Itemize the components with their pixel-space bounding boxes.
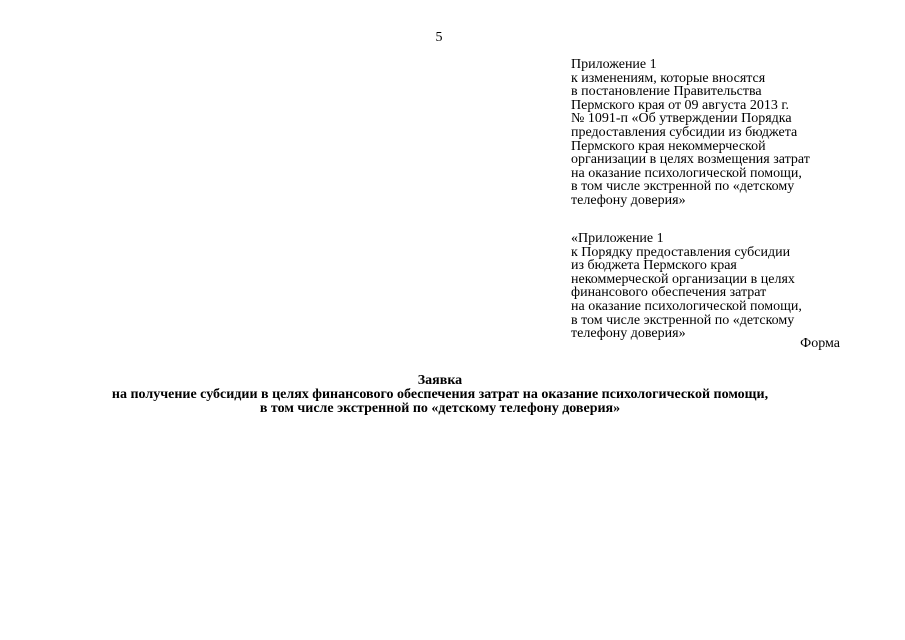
- appendix-2-line: финансового обеспечения затрат: [571, 285, 767, 301]
- appendix-1-line: в том числе экстренной по «детскому: [571, 179, 795, 195]
- form-label: Форма: [800, 336, 840, 351]
- appendix-1-line: Приложение 1: [571, 57, 657, 72]
- appendix-2-block: [571, 232, 861, 341]
- appendix-1-line: телефону доверия»: [571, 192, 686, 208]
- document-title: [0, 374, 880, 416]
- title-line-2: в том числе экстренной по «детскому телефону доверия»: [259, 401, 621, 416]
- appendix-2-line: на оказание психологической помощи,: [571, 298, 802, 314]
- page-number: 5: [435, 30, 443, 45]
- appendix-1-line: на оказание психологической помощи,: [571, 165, 802, 181]
- appendix-2-line: из бюджета Пермского края: [571, 258, 737, 274]
- appendix-1-line: организации в целях возмещения затрат: [571, 152, 810, 168]
- title-line-1: на получение субсидии в целях финансового обеспечения затрат на оказание психологической помощи,: [111, 387, 769, 402]
- appendix-1-line: Пермского края некоммерческой: [571, 138, 766, 154]
- appendix-1-block: [571, 58, 861, 208]
- appendix-2-line: телефону доверия»: [571, 326, 686, 342]
- appendix-2-line: к Порядку предоставления субсидии: [571, 244, 791, 260]
- appendix-2-line: «Приложение 1: [571, 231, 664, 246]
- appendix-1-line: предоставления субсидии из бюджета: [571, 124, 798, 140]
- appendix-1-line: к изменениям, которые вносятся: [571, 70, 766, 86]
- appendix-1-line: Пермского края от 09 августа 2013 г.: [571, 97, 790, 113]
- appendix-1-line: в постановление Правительства: [571, 84, 762, 100]
- appendix-1-line: № 1091-п «Об утверждении Порядка: [571, 111, 792, 127]
- appendix-2-line: в том числе экстренной по «детскому: [571, 312, 795, 328]
- appendix-2-line: некоммерческой организации в целях: [571, 271, 795, 287]
- title-heading: Заявка: [417, 373, 463, 388]
